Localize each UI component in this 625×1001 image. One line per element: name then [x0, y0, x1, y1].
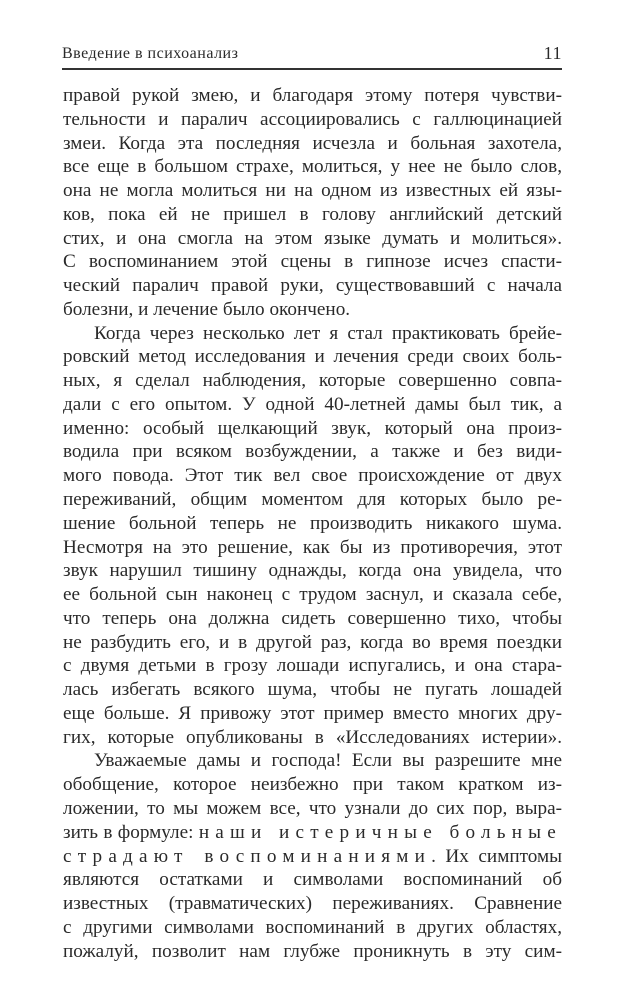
text-line: являются остатками и символами воспоминаний об	[63, 869, 562, 891]
text-line: водила при всяком возбуждении, а также и без види-	[63, 441, 562, 463]
text-line: пожалуй, позволит нам глубже проникнуть в эту сим-	[63, 940, 562, 962]
text-line: правой рукой змею, и благодаря этому потеря чувстви-	[63, 85, 562, 106]
text-line: ложении, то мы можем все, что узнали до сих пор, выра-	[63, 797, 562, 819]
text-line: с другими символами воспоминаний в других областях,	[63, 916, 562, 938]
text-line: ческий паралич правой руки, существовавший с начала	[63, 275, 562, 297]
text-line: змеи. Когда эта последняя исчезла и больная захотела,	[63, 132, 562, 154]
text-line: ных, я сделал наблюдения, которые совершенно совпа-	[63, 370, 562, 392]
text-line: еще больше. Я привожу этот пример вместо многих дру-	[63, 702, 562, 724]
text-line: Несмотря на это решение, как бы из противоречия, этот	[63, 536, 562, 558]
spaced-emphasis: страдают воспоминаниями	[63, 845, 432, 867]
text-line: тельности и паралич ассоциировались с галлюцинацией	[63, 108, 562, 130]
header-rule	[62, 68, 562, 70]
text-line: мого повода. Этот тик вел свое происхождение от двух	[63, 465, 562, 487]
text-line: известных (травматических) переживаниях. Сравнение	[63, 893, 562, 915]
text-line: переживаний, общим моментом для которых было ре-	[63, 489, 562, 511]
text-line: все еще в большом страхе, молиться, у нее не было слов,	[63, 156, 562, 178]
text-line: что теперь она должна сидеть совершенно тихо, чтобы	[63, 607, 562, 629]
text-line: С воспоминанием этой сцены в гипнозе исчез спасти-	[63, 251, 562, 273]
text-line: она не могла молиться ни на одном из известных ей язы-	[63, 180, 562, 202]
text-line: болезни, и лечение было окончено.	[63, 298, 351, 320]
text-line	[63, 845, 562, 869]
body-text	[63, 84, 562, 963]
text-line: ровский метод исследования и лечения среди своих боль-	[63, 346, 562, 368]
text-line: гих, которые опубликованы в «Исследованиях истерии».	[63, 726, 562, 748]
text-line: лась избегать всякого шума, чтобы не пугать лошадей	[63, 679, 562, 701]
text-line: Когда через несколько лет я стал практиковать брейе-	[94, 322, 562, 344]
text-line: с двумя детьми в грозу лошади испугались, и она стара-	[63, 655, 562, 677]
text-line: именно: особый щелкающий звук, который она произ-	[63, 417, 562, 439]
text-line: стих, и она смогла на этом языке думать и молиться».	[63, 227, 562, 249]
text-line	[63, 821, 562, 845]
text-line: Уважаемые дамы и господа! Если вы разрешите мне	[94, 750, 562, 772]
text-line: звук нарушил тишину однажды, когда она увидела, что	[63, 560, 562, 582]
text-line: обобщение, которое неизбежно при таком кратком из-	[63, 774, 562, 796]
running-header-title: Введение в психоанализ	[62, 45, 239, 62]
text-line: шение больной теперь не производить никакого шума.	[63, 512, 562, 534]
text-segment: зить в формуле:	[63, 821, 199, 843]
page-number: 11	[543, 43, 562, 63]
text-line: не разбудить его, и в другой раз, когда во время поездки	[63, 631, 562, 653]
spaced-emphasis: наши истеричные больные	[198, 821, 562, 843]
text-line: дали с его опытом. У одной 40-летней дамы был тик, а	[63, 393, 562, 415]
text-line: ее больной сын наконец с трудом заснул, и сказала себе,	[63, 584, 562, 606]
text-segment: . Их симптомы	[431, 845, 562, 867]
text-line: ков, пока ей не пришел в голову английский детский	[63, 203, 562, 225]
running-header	[62, 43, 562, 67]
